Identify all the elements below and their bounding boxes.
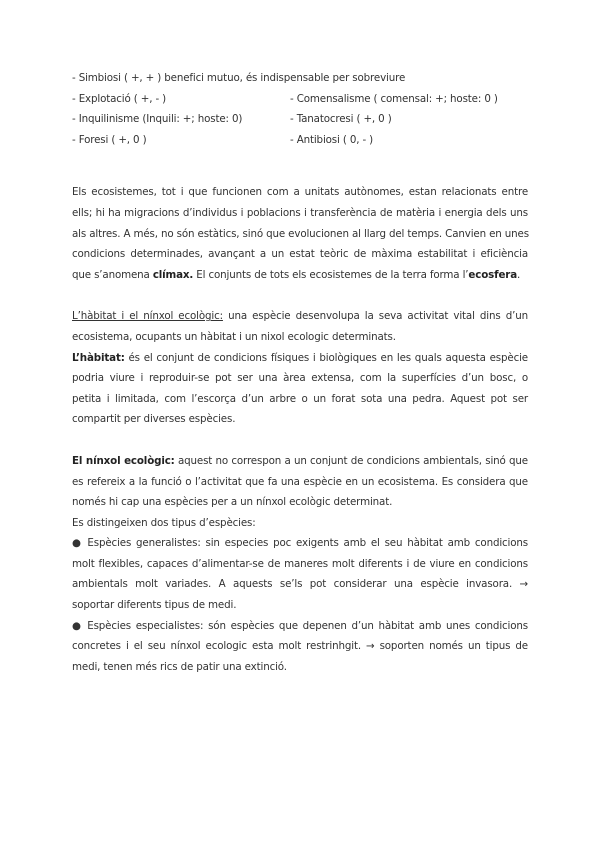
paragraph-line: condicions determinades, avançant a un estat teòric de màxima estabilitat i eficiència xyxy=(72,248,528,261)
generalists-line: soportar diferents tipus de medi. xyxy=(72,599,237,612)
ecosystems-paragraph xyxy=(72,182,528,285)
relation-right: - Antibiosi ( 0, - ) xyxy=(290,133,374,146)
paragraph-line: compartit per diverses espècies. xyxy=(72,413,236,426)
niche-section xyxy=(72,451,528,678)
paragraph-line: als altres. A més, no són estàtics, sinó que evolucionen al llarg del temps. Canvien en unes xyxy=(72,227,529,240)
term-climax: clímax. xyxy=(152,268,194,281)
document-page xyxy=(72,68,528,677)
generalists-line: molt flexibles, capaces d’alimentar-se de maneres molt diferents i de viure en condicions xyxy=(72,557,528,570)
relation-left: - Foresi ( +, 0 ) xyxy=(72,133,147,146)
paragraph-line: petita i limitada, com l’escorça d’un arbre o un forat sota una pedra. Aquest pot ser xyxy=(72,392,528,405)
relation-right: - Comensalisme ( comensal: +; hoste: 0 ) xyxy=(290,92,498,105)
paragraph-line: ells; hi ha migracions d’individus i poblacions i transferència de matèria i energia dels uns xyxy=(72,206,528,219)
generalists-line: ● Espècies generalistes: sin especies poc exigents amb el seu hàbitat amb condicions xyxy=(72,537,528,550)
relation-row xyxy=(72,89,528,110)
paragraph-line: es refereix a la funció o l’activitat que fa una espècie en un ecosistema. Es considera que xyxy=(72,475,528,488)
relation-left: - Inquilinisme (Inquili: +; hoste: 0) xyxy=(72,113,243,126)
paragraph-line: Els ecosistemes, tot i que funcionen com a unitats autònomes, estan relacionats entre xyxy=(72,186,528,199)
relation-row xyxy=(72,130,528,151)
paragraph-line: Es distingeixen dos tipus d’espècies: xyxy=(72,516,256,529)
specialists-line: concretes i el seu nínxol ecologic esta molt restrinhgit. → soporten només un tipus de xyxy=(72,640,528,653)
paragraph-line: podria viure i reproduir-se pot ser una àrea extensa, com la superfícies d’un bosc, o xyxy=(72,372,528,385)
paragraph-line: L’hàbitat: és el conjunt de condicions físiques i biològiques en les quals aquesta espècie xyxy=(72,351,528,364)
specialists-line: ● Espècies especialistes: són espècies que depenen d’un hàbitat amb unes condicions xyxy=(72,619,528,632)
relation-row xyxy=(72,109,528,130)
relation-right: - Tanatocresi ( +, 0 ) xyxy=(290,113,392,126)
habitat-section xyxy=(72,306,528,430)
relation-left: - Explotació ( +, - ) xyxy=(72,92,167,105)
paragraph-line: que s’anomena clímax. El conjunts de tots els ecosistemes de la terra forma l’ecosfera. xyxy=(72,268,521,281)
term-ecosfera: ecosfera xyxy=(468,268,518,281)
relation-simbiosi: - Simbiosi ( +, + ) benefici mutuo, és indispensable per sobreviure xyxy=(72,72,406,84)
paragraph-line: L’hàbitat i el nínxol ecològic: una espècie desenvolupa la seva activitat vital dins d’un xyxy=(72,310,528,323)
paragraph-line: El nínxol ecològic: aquest no correspon a un conjunt de condicions ambientals, sinó que xyxy=(72,454,528,467)
niche-label: El nínxol ecològic: xyxy=(72,454,175,467)
paragraph-line: només hi cap una espècies per a un nínxol ecològic determinat. xyxy=(72,496,393,509)
specialists-line: medi, tenen més rics de patir una extinció. xyxy=(72,660,287,673)
generalists-line: ambientals molt variades. A aquests se’ls pot considerar una espècie invasora. → xyxy=(72,578,528,591)
habitat-heading: L’hàbitat i el nínxol ecològic: xyxy=(72,310,223,323)
habitat-label: L’hàbitat: xyxy=(72,351,125,364)
paragraph-line: ecosistema, ocupants un hàbitat i un nixol ecologic determinats. xyxy=(72,330,396,343)
